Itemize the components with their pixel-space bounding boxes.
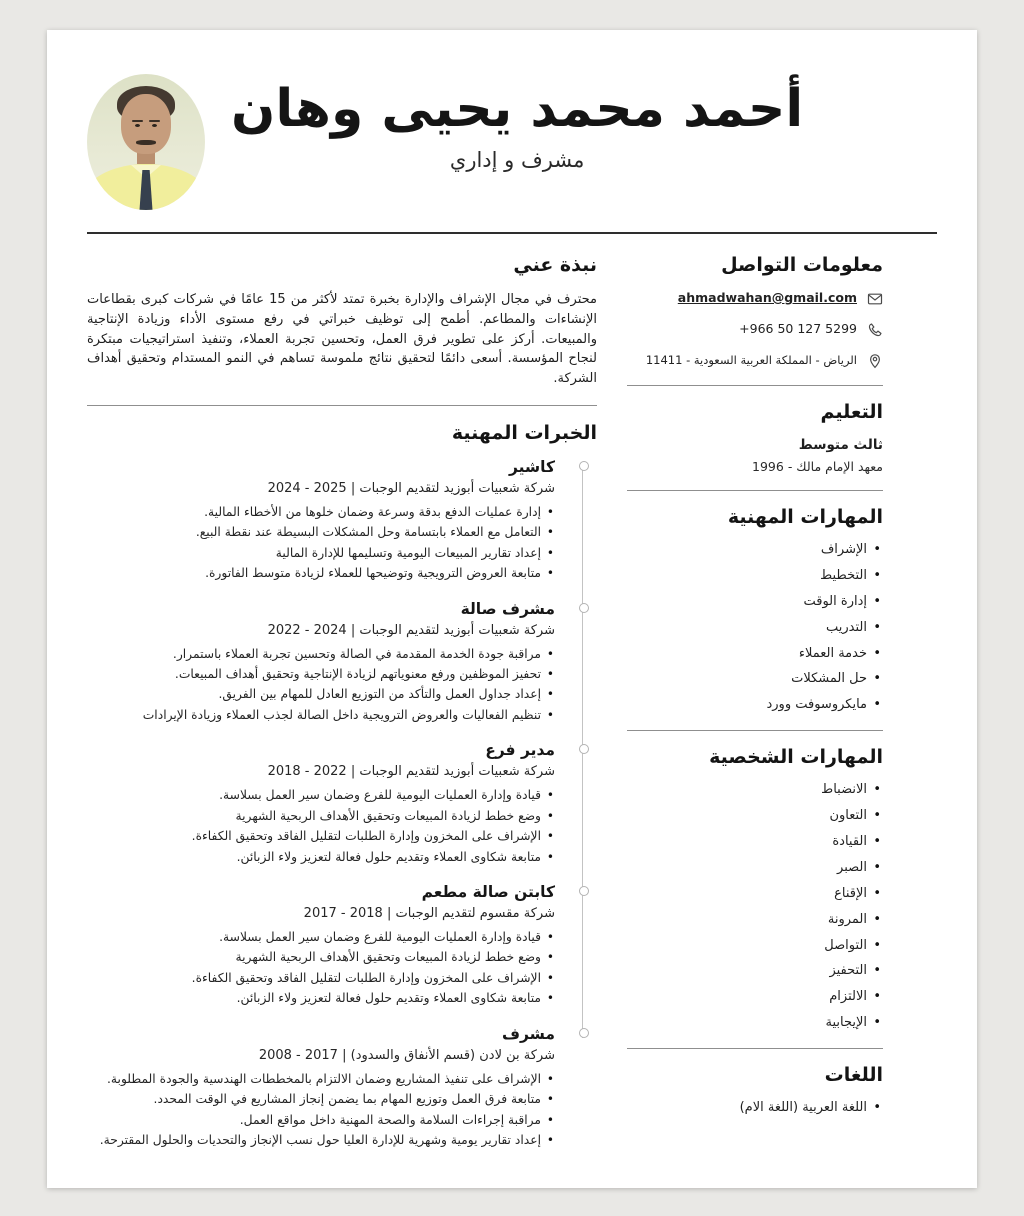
resume-header	[87, 74, 937, 210]
personal-skills-heading: المهارات الشخصية	[709, 746, 883, 769]
phone-number: +966 50 127 5299	[739, 321, 857, 337]
job-bullet: • مراقبة جودة الخدمة المقدمة في الصالة وتحسين تجربة العملاء باستمرار.	[87, 645, 555, 663]
job-bullet: • الإشراف على المخزون وإدارة الطلبات لتقليل الفاقد وتحقيق الكفاءة.	[87, 827, 555, 845]
experience-timeline	[87, 458, 597, 1150]
job-entry	[87, 1025, 555, 1150]
timeline-dot	[579, 1028, 589, 1038]
timeline-dot	[579, 603, 589, 613]
timeline-dot	[579, 744, 589, 754]
about-section	[87, 254, 597, 389]
job-bullet: • مراقبة إجراءات السلامة والصحة المهنية داخل مواقع العمل.	[87, 1111, 555, 1129]
education-section	[627, 385, 883, 474]
contact-phone-row	[627, 321, 883, 338]
job-bullet-list	[87, 503, 555, 583]
job-bullet: • إدارة عمليات الدفع بدقة وسرعة وضمان خلوها من الأخطاء المالية.	[87, 503, 555, 521]
job-period: 2024 - 2025	[267, 480, 347, 496]
job-bullet: • قيادة وإدارة العمليات اليومية للفرع وضمان سير العمل بسلاسة.	[87, 786, 555, 804]
photo-eye	[152, 124, 157, 127]
main-column	[87, 254, 597, 1167]
candidate-name: أحمد محمد يحيى وهان	[231, 79, 804, 139]
personal-skills-list	[627, 782, 883, 1032]
profile-photo	[87, 74, 205, 210]
job-separator: |	[386, 906, 392, 921]
skill-item: • الالتزام	[627, 989, 883, 1006]
job-period: 2022 - 2024	[267, 622, 347, 638]
job-bullet: • وضع خطط لزيادة المبيعات وتحقيق الأهداف الربحية الشهرية	[87, 807, 555, 825]
photo-mustache	[136, 140, 156, 145]
contact-heading: معلومات التواصل	[721, 254, 883, 276]
job-bullet: • الإشراف على تنفيذ المشاريع وضمان الالتزام بالمخططات الهندسية والجودة المطلوبة.	[87, 1070, 555, 1088]
job-company: شركة شعبيات أبوزيد لتقديم الوجبات	[359, 622, 555, 638]
job-title: كابتن صالة مطعم	[421, 883, 555, 901]
skill-item: • التدريب	[627, 620, 883, 637]
job-meta	[87, 1048, 555, 1063]
header-divider	[87, 232, 937, 234]
job-bullet: • متابعة شكاوى العملاء وتقديم حلول فعالة لتعزيز ولاء الزبائن.	[87, 989, 555, 1007]
job-title: مشرف	[501, 1024, 555, 1043]
languages-list	[627, 1100, 883, 1117]
education-school: معهد الإمام مالك - 1996	[752, 459, 883, 474]
job-separator: |	[350, 764, 356, 780]
education-heading: التعليم	[820, 401, 883, 423]
photo-eye	[135, 124, 140, 127]
job-bullet: • متابعة شكاوى العملاء وتقديم حلول فعالة لتعزيز ولاء الزبائن.	[87, 848, 555, 866]
skill-item: • إدارة الوقت	[627, 594, 883, 611]
skill-item: • الصبر	[627, 860, 883, 877]
job-meta	[87, 481, 555, 496]
job-bullet: • الإشراف على المخزون وإدارة الطلبات لتقليل الفاقد وتحقيق الكفاءة.	[87, 969, 555, 987]
skill-item: • المرونة	[627, 912, 883, 929]
sidebar	[627, 254, 883, 1167]
job-company: شركة شعبيات أبوزيد لتقديم الوجبات	[359, 764, 555, 780]
job-title: مدير فرع	[485, 741, 555, 760]
contact-email-row	[627, 290, 883, 307]
photo-eyebrow	[132, 120, 143, 122]
skill-item: • الانضباط	[627, 782, 883, 799]
job-bullet: • متابعة فرق العمل وتوزيع المهام بما يضمن إنجاز المشاريع في الوقت المحدد.	[87, 1090, 555, 1108]
skill-item: • القيادة	[627, 834, 883, 851]
resume-page	[47, 30, 977, 1188]
job-bullet: • إعداد تقارير يومية وشهرية للإدارة العليا حول نسب الإنجاز والتحديات والحلول المقترحة.	[87, 1131, 555, 1149]
skill-item: • الإيجابية	[627, 1015, 883, 1032]
timeline-dot	[579, 886, 589, 896]
job-period: 2008 - 2017	[258, 1047, 338, 1063]
skill-item: • حل المشكلات	[627, 671, 883, 688]
skill-item: • مايكروسوفت وورد	[627, 697, 883, 714]
job-entry	[87, 600, 555, 725]
job-bullet: • وضع خطط لزيادة المبيعات وتحقيق الأهداف الربحية الشهرية	[87, 948, 555, 966]
skill-item: • خدمة العملاء	[627, 646, 883, 663]
job-bullet: • تحفيز الموظفين ورفع معنوياتهم لزيادة الإنتاجية وتحقيق أهداف المبيعات.	[87, 665, 555, 683]
job-bullet-list	[87, 645, 555, 725]
job-meta	[87, 764, 555, 779]
job-meta	[87, 623, 555, 638]
job-bullet-list	[87, 1070, 555, 1150]
language-item: • اللغة العربية (اللغة الام)	[627, 1100, 883, 1117]
name-block	[231, 74, 803, 172]
experience-heading: الخبرات المهنية	[451, 421, 597, 444]
job-separator: |	[342, 1047, 347, 1063]
contact-address-row	[627, 352, 883, 369]
languages-section	[627, 1048, 883, 1117]
job-bullet: • قيادة وإدارة العمليات اليومية للفرع وضمان سير العمل بسلاسة.	[87, 928, 555, 946]
personal-skills-section	[627, 730, 883, 1032]
job-title: مشرف صالة	[460, 599, 555, 618]
professional-skills-list	[627, 542, 883, 714]
professional-skills-heading: المهارات المهنية	[727, 506, 883, 528]
job-company: شركة بن لادن (قسم الأنفاق والسدود)	[350, 1047, 555, 1063]
address-text: الرياض - المملكة العربية السعودية - 11411	[645, 352, 857, 367]
contact-section	[627, 254, 883, 369]
photo-eyebrow	[149, 120, 160, 122]
job-bullet: • تنظيم الفعاليات والعروض الترويجية داخل الصالة لجذب العملاء وزيادة الإيرادات	[87, 706, 555, 724]
phone-icon	[866, 321, 883, 338]
languages-heading: اللغات	[824, 1064, 883, 1087]
job-bullet: • متابعة العروض الترويجية وتوضيحها للعملاء لزيادة متوسط الفاتورة.	[87, 564, 555, 582]
job-bullet-list	[87, 928, 555, 1008]
skill-item: • التواصل	[627, 938, 883, 955]
skill-item: • الإقناع	[627, 886, 883, 903]
job-bullet: • إعداد تقارير المبيعات اليومية وتسليمها للإدارة المالية	[87, 544, 555, 562]
email-icon	[866, 290, 883, 307]
job-title: كاشير	[508, 457, 555, 476]
skill-item: • التخطيط	[627, 568, 883, 585]
skill-item: • التحفيز	[627, 963, 883, 980]
job-entry	[87, 458, 555, 583]
job-company: شركة مقسوم لتقديم الوجبات	[395, 906, 555, 921]
skill-item: • الإشراف	[627, 542, 883, 559]
job-period: 2018 - 2022	[267, 764, 347, 780]
location-icon	[866, 352, 883, 369]
timeline-dot	[579, 461, 589, 471]
about-text: محترف في مجال الإشراف والإدارة بخبرة تمتد لأكثر من 15 عامًا في شركات كبرى بقطاعات الإنشاءات والمطاعم. أطمح إلى توظيف خبراتي في رفع مستوى الأداء وزيادة الإنتاجية والمبيعات. أركز على تطوير فرق العمل، وتحسين تجربة العملاء، وتنفيذ استراتيجيات مبتكرة لنجاح المؤسسة. أسعى دائمًا لتحقيق نتائج ملموسة تساهم في النمو المستدام وتحقيق أهداف الشركة.	[87, 292, 597, 386]
job-bullet: • إعداد جداول العمل والتأكد من التوزيع العادل للمهام بين الفريق.	[87, 685, 555, 703]
job-bullet-list	[87, 786, 555, 866]
experience-section	[87, 405, 597, 1150]
job-separator: |	[350, 480, 356, 496]
job-period: 2017 - 2018	[303, 906, 383, 921]
job-separator: |	[350, 622, 356, 638]
photo-face	[121, 94, 171, 154]
job-meta	[87, 906, 555, 921]
professional-skills-section	[627, 490, 883, 714]
email-link[interactable]: ahmadwahan@gmail.com	[677, 290, 857, 306]
job-bullet: • التعامل مع العملاء بابتسامة وحل المشكلات البسيطة عند نقطة البيع.	[87, 523, 555, 541]
content-columns	[87, 254, 937, 1167]
skill-item: • التعاون	[627, 808, 883, 825]
job-entry	[87, 883, 555, 1008]
job-company: شركة شعبيات أبوزيد لتقديم الوجبات	[359, 480, 555, 496]
about-heading: نبذة عني	[513, 254, 597, 276]
candidate-job-title: مشرف و إداري	[449, 147, 585, 172]
job-entry	[87, 741, 555, 866]
education-degree: ثالث متوسط	[798, 437, 883, 453]
